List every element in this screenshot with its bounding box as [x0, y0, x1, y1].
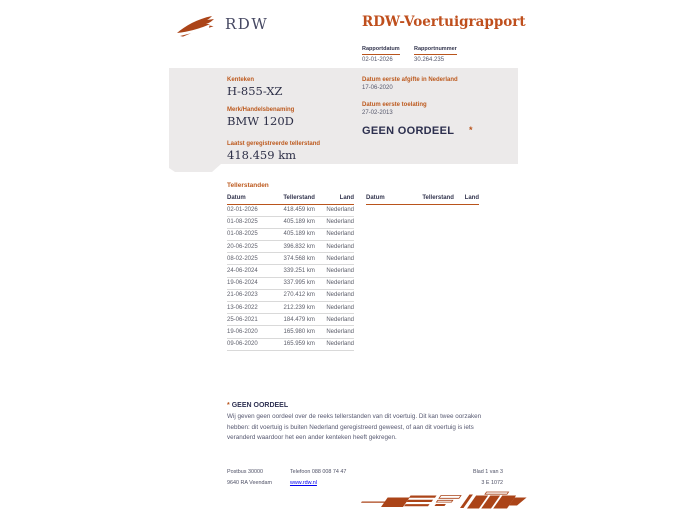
row-date: 01-08-2025 — [227, 216, 270, 228]
table-row — [227, 326, 354, 338]
table-row — [227, 277, 354, 289]
toelating-label: Datum eerste toelating — [362, 102, 427, 108]
table-row — [227, 204, 354, 216]
report-date-value: 02-01-2026 — [362, 57, 393, 63]
row-odometer: 165.959 km — [270, 338, 315, 350]
row-odometer: 212.239 km — [270, 302, 315, 314]
row-country: Nederland — [315, 241, 354, 253]
kenteken-value: H-855-XZ — [227, 84, 283, 98]
table-row — [227, 314, 354, 326]
meter-readings-section — [227, 182, 479, 351]
merk-value: BMW 120D — [227, 114, 294, 128]
row-odometer: 339.251 km — [270, 265, 315, 277]
table-row — [227, 302, 354, 314]
row-date: 24-06-2024 — [227, 265, 270, 277]
row-country: Nederland — [315, 277, 354, 289]
panel-corner-tab — [169, 164, 221, 172]
table-row — [227, 338, 354, 350]
report-date-label: Rapportdatum — [362, 46, 400, 55]
tellerstand-value: 418.459 km — [227, 148, 297, 162]
footer-address — [227, 469, 272, 491]
kenteken-label: Kenteken — [227, 77, 255, 83]
row-date: 01-08-2025 — [227, 228, 270, 240]
table-row — [227, 253, 354, 265]
afgifte-label: Datum eerste afgifte in Nederland — [362, 77, 458, 83]
row-odometer: 270.412 km — [270, 289, 315, 301]
row-date: 19-06-2024 — [227, 277, 270, 289]
rdw-brand — [176, 14, 268, 43]
row-date: 20-06-2025 — [227, 241, 270, 253]
meter-readings-body — [227, 204, 354, 350]
page-indicator: Blad 1 van 3 — [473, 469, 503, 475]
table-header-row — [366, 194, 479, 204]
col-tellerstand: Tellerstand — [399, 194, 454, 204]
row-odometer: 396.832 km — [270, 241, 315, 253]
table-header-row — [227, 194, 354, 204]
table-row — [227, 289, 354, 301]
report-date-block — [362, 37, 402, 63]
report-number-value: 30.264.235 — [414, 57, 445, 63]
footer-address-line1: Postbus 30000 — [227, 469, 263, 475]
verdict-text: GEEN OORDEEL — [362, 125, 455, 137]
row-odometer: 418.459 km — [270, 204, 315, 216]
row-odometer: 405.189 km — [270, 228, 315, 240]
table-row — [227, 241, 354, 253]
row-odometer: 374.568 km — [270, 253, 315, 265]
row-country: Nederland — [315, 302, 354, 314]
report-number-block — [414, 37, 457, 63]
footnote-asterisk: * — [227, 402, 230, 409]
vehicle-summary-panel — [169, 68, 518, 164]
footer-phone: Telefoon 088 008 74 47 — [289, 469, 347, 475]
merk-label: Merk/Handelsbenaming — [227, 107, 295, 113]
row-country: Nederland — [315, 289, 354, 301]
row-odometer: 184.479 km — [270, 314, 315, 326]
col-tellerstand: Tellerstand — [270, 194, 315, 204]
report-number-label: Rapportnummer — [414, 46, 457, 55]
tellerstand-label: Laatst geregistreerde tellerstand — [227, 141, 321, 147]
col-land: Land — [454, 194, 479, 204]
row-country: Nederland — [315, 314, 354, 326]
row-date: 09-06-2020 — [227, 338, 270, 350]
row-country: Nederland — [315, 216, 354, 228]
rdw-wing-logo-icon — [176, 14, 218, 43]
meter-readings-table-continued — [366, 194, 479, 351]
verdict-asterisk: * — [469, 125, 473, 135]
col-datum: Datum — [366, 194, 399, 204]
footer-page-info — [473, 469, 503, 491]
footer-website-link[interactable]: www.rdw.nl — [289, 480, 317, 486]
row-date: 02-01-2026 — [227, 204, 270, 216]
row-country: Nederland — [315, 253, 354, 265]
footer-contact — [227, 469, 364, 491]
footnote-body: Wij geven geen oordeel over de reeks tellerstanden van dit voertuig. Dit kan twee oorzaken hebben: dit voertuig is buiten Nederland geregistreerd geweest, of aan dit voertuig is iets veranderd waardoor het een ander kenteken heeft gekregen. — [227, 413, 482, 442]
col-datum: Datum — [227, 194, 270, 204]
brand-wordmark: RDW — [225, 15, 269, 33]
meter-section-title: Tellerstanden — [227, 182, 269, 189]
row-date: 08-02-2025 — [227, 253, 270, 265]
report-meta — [362, 37, 469, 63]
row-country: Nederland — [315, 326, 354, 338]
footnote-title — [227, 402, 495, 409]
row-country: Nederland — [315, 265, 354, 277]
toelating-value: 27-02-2013 — [362, 110, 393, 116]
row-country: Nederland — [315, 204, 354, 216]
form-code: 3 E 1072 — [481, 480, 503, 486]
footnote-title-text: GEEN OORDEEL — [231, 402, 289, 409]
col-land: Land — [315, 194, 354, 204]
page-title: RDW-Voertuigrapport — [362, 14, 526, 30]
row-date: 13-06-2022 — [227, 302, 270, 314]
row-odometer: 405.189 km — [270, 216, 315, 228]
row-country: Nederland — [315, 338, 354, 350]
afgifte-value: 17-06-2020 — [362, 85, 393, 91]
row-date: 19-06-2020 — [227, 326, 270, 338]
verdict-footnote — [227, 402, 495, 444]
footer-contact-info — [290, 469, 346, 491]
meter-readings-table — [227, 194, 354, 351]
row-country: Nederland — [315, 228, 354, 240]
table-row — [227, 228, 354, 240]
table-row — [227, 216, 354, 228]
table-row — [227, 265, 354, 277]
meter-readings-body-empty — [366, 204, 479, 350]
footer-address-line2: 9640 RA Veendam — [227, 480, 272, 486]
row-date: 25-06-2021 — [227, 314, 270, 326]
row-odometer: 165.980 km — [270, 326, 315, 338]
row-date: 21-06-2023 — [227, 289, 270, 301]
row-odometer: 337.995 km — [270, 277, 315, 289]
